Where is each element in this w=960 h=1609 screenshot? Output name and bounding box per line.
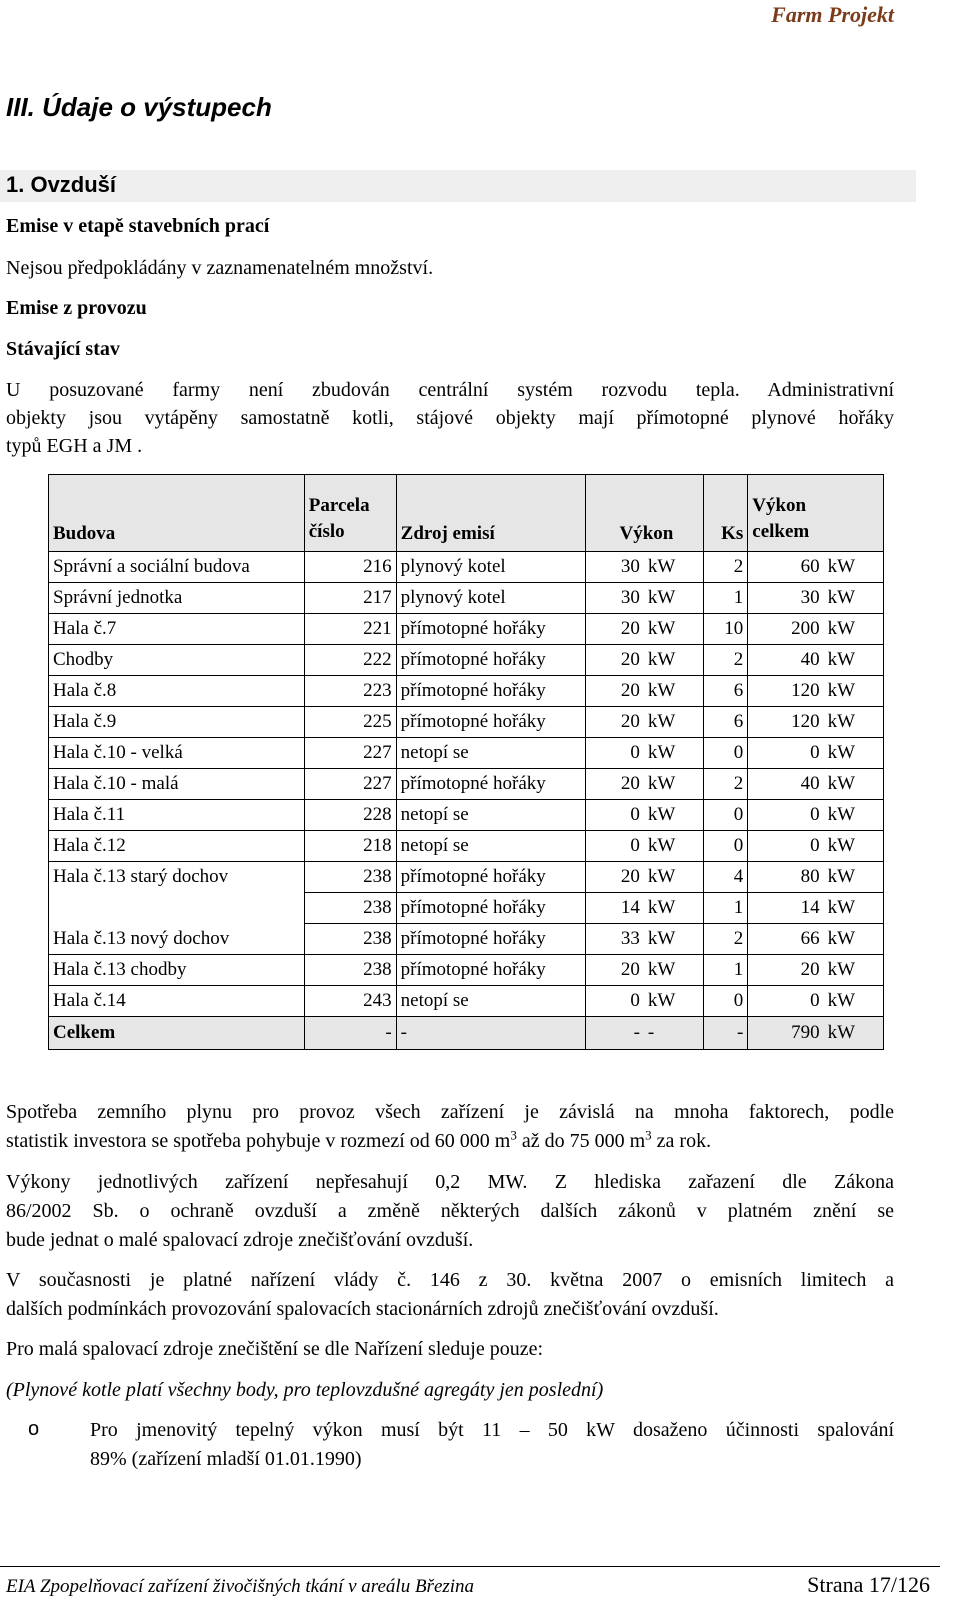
emise-provoz-heading: Emise z provozu [6,297,147,319]
cell-celkem-unit: kW [824,707,884,738]
cell-celkem: 40 [748,645,824,676]
emise-stavebni-text: Nejsou předpokládány v zaznamenatelném množství. [6,257,434,279]
cell-vykon-unit: kW [644,986,704,1017]
cell-celkem: 0 [748,831,824,862]
cell-vykon: 33 [586,924,644,955]
header-brand: Farm Projekt [771,2,894,27]
cell-ks: 10 [704,614,748,645]
cell-zdroj: přímotopné hořáky [396,707,586,738]
footer-page-number: Strana 17/126 [807,1572,930,1597]
th-zdroj: Zdroj emisí [396,475,586,552]
cell-vykon-unit: kW [644,924,704,955]
cell-budova: Hala č.13 chodby [49,955,305,986]
table-row [49,831,884,862]
cell-ks: 1 [704,893,748,924]
table-row [49,800,884,831]
cell-celkem-unit: kW [824,986,884,1017]
emissions-table [48,474,884,1050]
cell-celkem-unit: kW [824,955,884,986]
cell-parcela: 222 [304,645,396,676]
emise-stavebni-heading: Emise v etapě stavebních prací [6,215,270,237]
th-budova: Budova [49,475,305,552]
table-row [49,676,884,707]
cell-celkem: 30 [748,583,824,614]
th-vykon: Výkon [586,475,704,552]
cell-vykon-unit: kW [644,583,704,614]
cell-budova: Hala č.10 - velká [49,738,305,769]
cell-budova: Hala č.13 nový dochov [49,924,305,955]
cell-celkem: 20 [748,955,824,986]
cell-vykon-unit: kW [644,800,704,831]
cell-ks: 0 [704,738,748,769]
bullet-line1: Pro jmenovitý tepelný výkon musí být 11 – 50 kW dosaženo účinnosti spalování [90,1419,894,1441]
cell-parcela: 218 [304,831,396,862]
bullet-marker: o [28,1418,40,1440]
cell-ks: 2 [704,769,748,800]
cell-total-vykon: - [586,1017,644,1050]
cell-zdroj: přímotopné hořáky [396,893,586,924]
cell-ks: 6 [704,676,748,707]
cell-celkem: 14 [748,893,824,924]
cell-celkem: 200 [748,614,824,645]
cell-budova: Správní jednotka [49,583,305,614]
cell-parcela: 217 [304,583,396,614]
stavajici-heading: Stávající stav [6,338,120,360]
p2-line1: Výkony jednotlivých zařízení nepřesahují 0,2 MW. Z hlediska zařazení dle Zákona [6,1171,894,1193]
cell-budova: Hala č.9 [49,707,305,738]
cell-vykon-unit: kW [644,862,704,893]
cell-budova: Správní a sociální budova [49,552,305,583]
cell-vykon: 0 [586,738,644,769]
p2-line2: 86/2002 Sb. o ochraně ovzduší a změně některých dalších zákonů v platném znění se [6,1200,894,1222]
cell-budova: Hala č.12 [49,831,305,862]
p1-line2 [6,1127,711,1155]
table-row [49,986,884,1017]
p3-line2: dalších podmínkách provozování spalovacích stacionárních zdrojů znečišťování ovzduší. [6,1298,719,1320]
cell-zdroj: přímotopné hořáky [396,645,586,676]
table-row [49,862,884,893]
table-row [49,924,884,955]
cell-vykon-unit: kW [644,955,704,986]
cell-vykon-unit: kW [644,738,704,769]
cell-parcela: 238 [304,924,396,955]
cell-vykon: 0 [586,800,644,831]
cell-budova: Hala č.11 [49,800,305,831]
cell-total-zdroj: - [396,1017,586,1050]
cell-vykon-unit: kW [644,645,704,676]
cell-ks: 2 [704,645,748,676]
footer-left: EIA Zpopelňovací zařízení živočišných tkání v areálu Březina [6,1576,475,1597]
cell-parcela: 227 [304,769,396,800]
p1-line2-a: statistik investora se spotřeba pohybuje v rozmezí od 60 000 m [6,1130,511,1152]
table-row [49,955,884,986]
cell-vykon: 0 [586,831,644,862]
cell-vykon: 20 [586,614,644,645]
cell-total-parcela: - [304,1017,396,1050]
section-title: III. Údaje o výstupech [6,92,272,122]
p2-line3: bude jednat o malé spalovací zdroje znečišťování ovzduší. [6,1229,474,1251]
table-row [49,645,884,676]
p1-line2-c: za rok. [651,1130,712,1152]
cell-ks: 0 [704,986,748,1017]
cell-parcela: 225 [304,707,396,738]
cell-celkem: 66 [748,924,824,955]
cell-celkem-unit: kW [824,800,884,831]
cell-zdroj: přímotopné hořáky [396,862,586,893]
cell-parcela: 238 [304,862,396,893]
cell-parcela: 228 [304,800,396,831]
th-vykon-celkem-line1: Výkon [752,495,807,516]
cell-celkem-unit: kW [824,645,884,676]
cell-vykon-unit: kW [644,552,704,583]
cell-celkem: 0 [748,738,824,769]
cell-zdroj: přímotopné hořáky [396,614,586,645]
cell-celkem: 120 [748,707,824,738]
cell-vykon-unit: kW [644,893,704,924]
table-header-row [49,475,884,552]
cell-parcela: 238 [304,955,396,986]
cell-celkem: 0 [748,800,824,831]
cell-celkem-unit: kW [824,614,884,645]
cell-ks: 4 [704,862,748,893]
cell-parcela: 243 [304,986,396,1017]
cell-vykon-unit: kW [644,676,704,707]
cell-celkem: 60 [748,552,824,583]
stavajici-line2: objekty jsou vytápěny samostatně kotli, stájové objekty mají přímotopné plynové hořáky [6,407,894,429]
cell-parcela: 216 [304,552,396,583]
cell-parcela: 238 [304,893,396,924]
cell-budova: Hala č.8 [49,676,305,707]
cell-zdroj: přímotopné hořáky [396,955,586,986]
footer-divider [0,1566,940,1567]
subsection-heading [0,170,916,202]
cell-vykon-unit: kW [644,831,704,862]
cell-celkem-unit: kW [824,583,884,614]
cell-celkem-unit: kW [824,738,884,769]
cell-zdroj: plynový kotel [396,552,586,583]
cell-vykon-unit: kW [644,707,704,738]
table-row [49,893,884,924]
cell-zdroj: přímotopné hořáky [396,676,586,707]
cell-budova: Hala č.7 [49,614,305,645]
cell-celkem-unit: kW [824,924,884,955]
table-row [49,552,884,583]
cell-vykon: 20 [586,707,644,738]
table-total-row [49,1017,884,1050]
table-row [49,707,884,738]
cell-vykon: 30 [586,583,644,614]
th-parcela-line1: Parcela [308,495,370,516]
cell-ks: 1 [704,955,748,986]
p1-sup1: 3 [510,1127,517,1143]
cell-celkem: 120 [748,676,824,707]
cell-celkem-unit: kW [824,831,884,862]
cell-total-celkem-unit: kW [824,1017,884,1050]
cell-vykon: 14 [586,893,644,924]
th-parcela-line2: číslo [308,521,345,542]
cell-zdroj: netopí se [396,831,586,862]
cell-celkem: 0 [748,986,824,1017]
cell-vykon: 20 [586,862,644,893]
cell-celkem-unit: kW [824,769,884,800]
stavajici-line3: typů EGH a JM . [6,435,143,457]
th-parcela [304,475,396,552]
cell-parcela: 223 [304,676,396,707]
cell-ks: 2 [704,924,748,955]
p1-sup2: 3 [645,1127,652,1143]
cell-zdroj: netopí se [396,738,586,769]
cell-vykon: 20 [586,676,644,707]
cell-ks: 0 [704,831,748,862]
cell-total-celkem: 790 [748,1017,824,1050]
cell-celkem-unit: kW [824,676,884,707]
table-row [49,769,884,800]
cell-celkem-unit: kW [824,552,884,583]
cell-budova: Hala č.14 [49,986,305,1017]
cell-vykon-unit: kW [644,769,704,800]
table-row [49,738,884,769]
cell-total-label: Celkem [49,1017,305,1050]
cell-ks: 2 [704,552,748,583]
cell-vykon: 20 [586,955,644,986]
cell-parcela: 221 [304,614,396,645]
cell-budova: Hala č.10 - malá [49,769,305,800]
p1-line1: Spotřeba zemního plynu pro provoz všech zařízení je závislá na mnoha faktorech, podle [6,1101,894,1123]
cell-ks: 6 [704,707,748,738]
p5: (Plynové kotle platí všechny body, pro teplovzdušné agregáty jen poslední) [6,1379,604,1401]
cell-parcela: 227 [304,738,396,769]
cell-vykon: 30 [586,552,644,583]
th-vykon-celkem-line2: celkem [752,521,810,542]
cell-celkem: 80 [748,862,824,893]
cell-ks: 1 [704,583,748,614]
subsection-title: 1. Ovzduší [6,172,117,197]
table-row [49,614,884,645]
th-ks: Ks [704,475,748,552]
p4: Pro malá spalovací zdroje znečištění se dle Nařízení sleduje pouze: [6,1338,544,1360]
cell-vykon: 0 [586,986,644,1017]
cell-zdroj: přímotopné hořáky [396,924,586,955]
cell-zdroj: plynový kotel [396,583,586,614]
cell-celkem-unit: kW [824,862,884,893]
cell-vykon-unit: kW [644,614,704,645]
cell-vykon: 20 [586,769,644,800]
p3-line1: V současnosti je platné nařízení vlády č. 146 z 30. května 2007 o emisních limitech a [6,1269,894,1291]
cell-zdroj: netopí se [396,986,586,1017]
cell-budova: Hala č.13 starý dochov [49,862,305,893]
table-row [49,583,884,614]
bullet-line2: 89% (zařízení mladší 01.01.1990) [90,1448,362,1470]
cell-vykon: 20 [586,645,644,676]
cell-budova [49,893,305,924]
stavajici-line1: U posuzované farmy není zbudován centrální systém rozvodu tepla. Administrativní [6,379,894,401]
cell-zdroj: netopí se [396,800,586,831]
cell-budova: Chodby [49,645,305,676]
cell-zdroj: přímotopné hořáky [396,769,586,800]
cell-celkem-unit: kW [824,893,884,924]
cell-total-ks: - [704,1017,748,1050]
cell-total-vykon-unit: - [644,1017,704,1050]
cell-celkem: 40 [748,769,824,800]
p1-line2-b: až do 75 000 m [516,1130,646,1152]
th-vykon-celkem [748,475,884,552]
cell-ks: 0 [704,800,748,831]
